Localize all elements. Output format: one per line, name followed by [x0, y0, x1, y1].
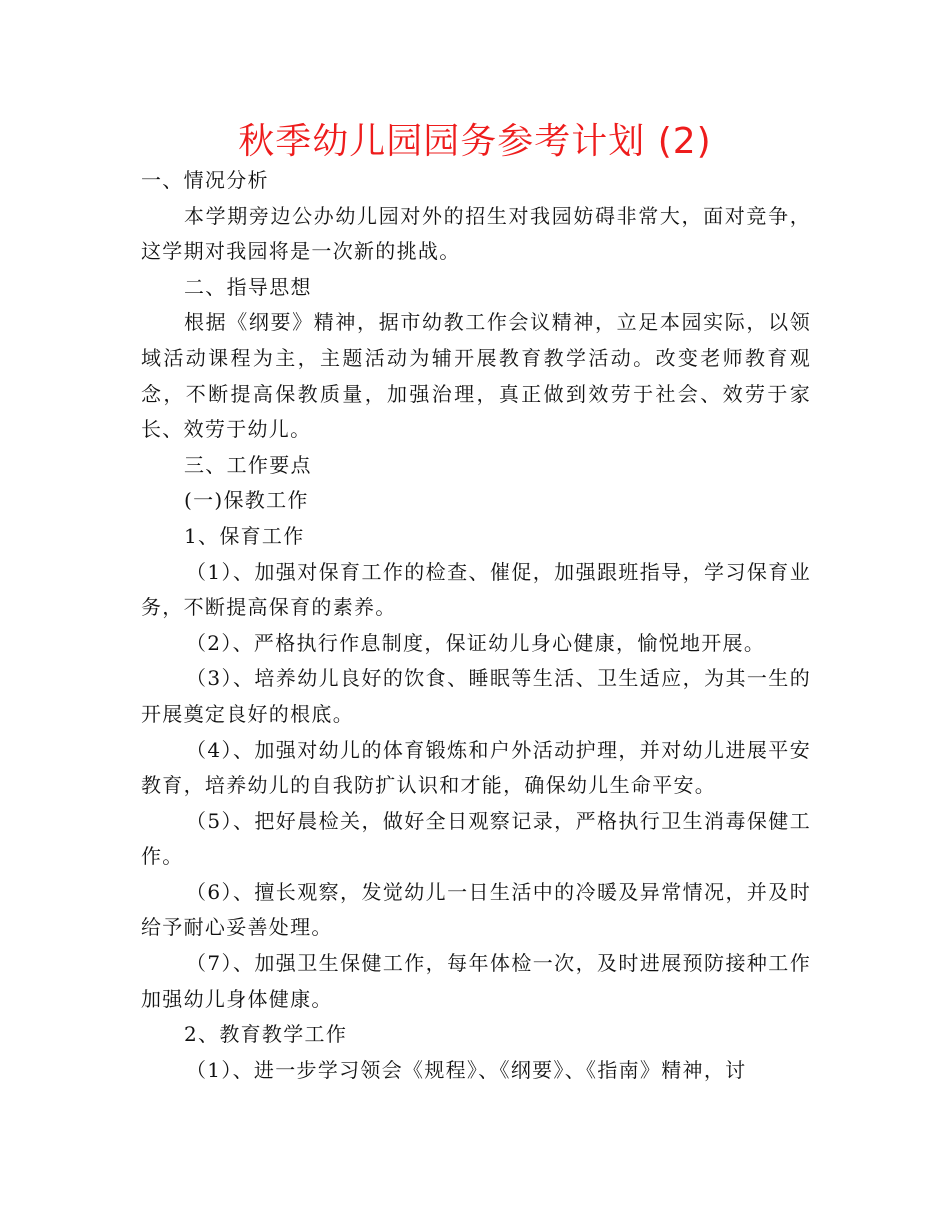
paragraph: （4）、加强对幼儿的体育锻炼和户外活动护理，并对幼儿进展平安教育，培养幼儿的自我防扩认识和才能，确保幼儿生命平安。 [141, 737, 811, 798]
paragraph: （6）、擅长观察，发觉幼儿一日生活中的冷暖及异常情况，并及时给予耐心妥善处理。 [141, 879, 811, 940]
paragraph: 根据《纲要》精神，据市幼教工作会议精神，立足本园实际，以领域活动课程为主，主题活动为辅开展教育教学活动。改变老师教育观念，不断提高保教质量，加强治理，真正做到效劳于社会、效劳于家长、效劳于幼儿。 [141, 310, 811, 442]
paragraph: （5）、把好晨检关，做好全日观察记录，严格执行卫生消毒保健工作。 [141, 808, 811, 869]
paragraph: 1、保育工作 [184, 523, 305, 548]
document-body [141, 163, 811, 1088]
paragraph: （1）、进一步学习领会《规程》、《纲要》、《指南》精神，讨 [186, 1057, 747, 1082]
paragraph: 二、指导思想 [184, 274, 312, 299]
paragraph: （2）、严格执行作息制度，保证幼儿身心健康，愉悦地开展。 [186, 630, 766, 655]
paragraph: 一、情况分析 [141, 168, 269, 192]
paragraph: 本学期旁边公办幼儿园对外的招生对我园妨碍非常大，面对竞争，这学期对我园将是一次新的挑战。 [141, 203, 811, 264]
paragraph: （1）、加强对保育工作的检查、催促，加强跟班指导，学习保育业务，不断提高保育的素养。 [141, 559, 811, 620]
paragraph: 三、工作要点 [184, 452, 312, 477]
paragraph: (一)保教工作 [184, 488, 309, 513]
document-title: 秋季幼儿园园务参考计划 (2) [238, 121, 712, 162]
paragraph: 2、教育教学工作 [184, 1022, 348, 1047]
paragraph: （3）、培养幼儿良好的饮食、睡眠等生活、卫生适应，为其一生的开展奠定良好的根底。 [141, 666, 811, 726]
paragraph: （7）、加强卫生保健工作，每年体检一次，及时进展预防接种工作加强幼儿身体健康。 [141, 951, 811, 1011]
